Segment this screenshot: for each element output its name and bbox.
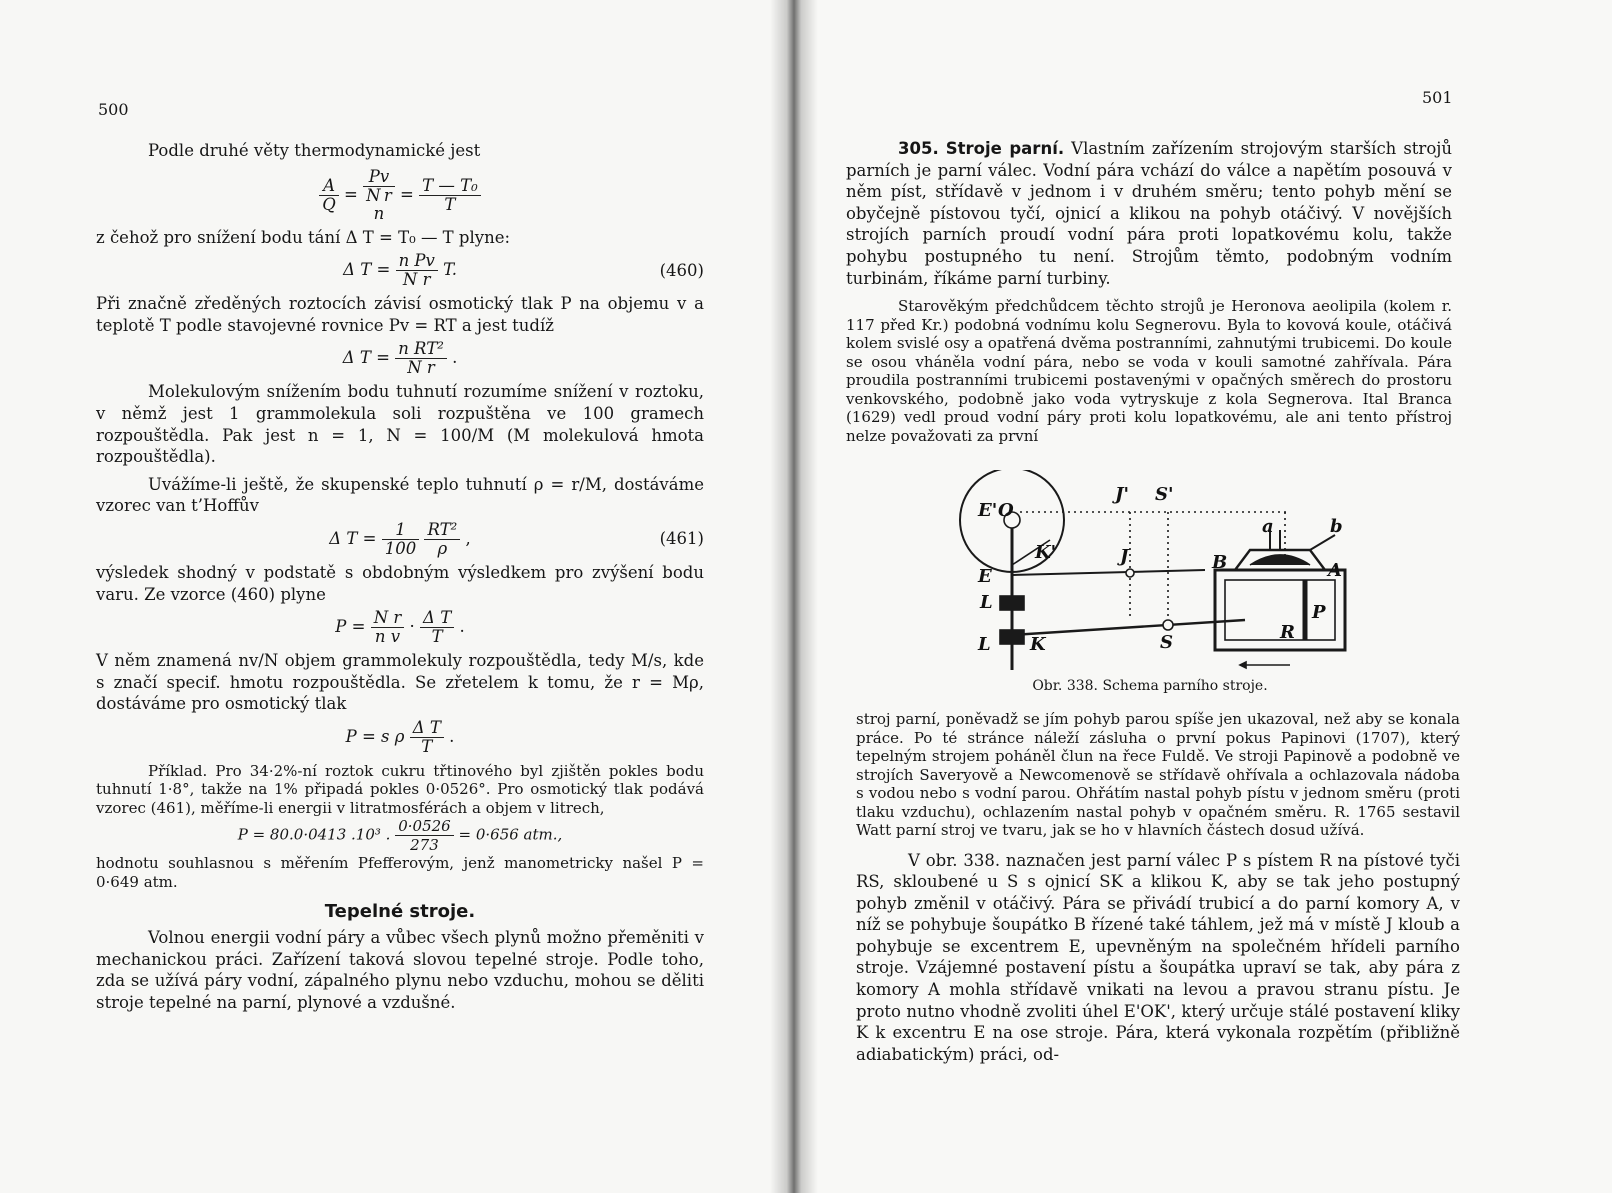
equation-461: Δ T = $\frac{1}{100}$ $\frac{\text{RT²}}{\rho}$ , (461) bbox=[329, 519, 704, 558]
figure-steam-engine bbox=[950, 470, 1350, 702]
paragraph: stroj parní, poněvadž se jím pohyb parou spíše jen ukazoval, než aby se konala práce. Po té stránce náleží zásluha o první pokus Papinovi (1707), který tepelným strojem poháněl člun na řece Fuldě. Ve stroji Papinově a podobně ve strojích Saveryově a Newcomenově se střídavě ohřívala a ochlazovala nádoba s vodou nebo s vodní parou. Ohřátím nastal pohyb pístu v jednom směru (proti tlaku vzduchu), ochlazením nastal pohyb v opačném směru. R. 1765 sestavil Watt parní stroj ve tvaru, jak se ho v hlavních částech dosud užívá. bbox=[856, 710, 1460, 839]
paragraph: Volnou energii vodní páry a vůbec všech plynů možno přeměniti v mechanickou práci. Zařízení taková slovou tepelné stroje. Podle toho, zda se užívá páry vodní, zápalného plynu nebo vzduchu, mohou se děliti stroje tepelné na parní, plynové a vzdušné. bbox=[96, 928, 704, 1012]
steam-engine-diagram bbox=[950, 470, 1350, 670]
paragraph: Vlastním zařízením strojovým starších strojů parních je parní válec. Vodní pára vchází do válce a napětím posouvá v něm píst, střídavě v jednom i v druhém směru; tento pohyb mění se obyčejně pístovou tyčí, ojnicí a klikou na pohyb otáčivý. V novějších strojích parních proudí vodní pára proti lopatkovému kolu, takže pohybu postupného tu není. Strojům těmto, podobným vodním turbinám, říkáme parní turbiny. bbox=[846, 139, 1452, 288]
fig-label: L bbox=[978, 634, 991, 655]
equation-1: $\frac{A}{Q}$ = Pv N r n = $\frac{\text{T — T₀}}{T}$ bbox=[96, 168, 704, 223]
left-column bbox=[96, 140, 704, 1013]
paragraph: V obr. 338. naznačen jest parní válec P s pístem R na pístové tyči RS, skloubené u S s ojnicí SK a klikou K, aby se tak jeho postupný pohyb změnil v otáčivý. Pára se přivádí trubicí a do parní komory A, v níž se pohybuje šoupátko B řízené také táhlem, jež má v místě J kloub a pohybuje se excentrem E, upevněným na společném hřídeli parního stroje. Vzájemné postavení pístu a šoupátka upraví se tak, aby pára z komory A mohla střídavě vnikati na levou a pravou stranu pístu. Je proto nutno vhodně zvoliti úhel E'OK', který určuje stálé postavení kliky K k excentru E na ose stroje. Pára, která vykonala rozpětím (přibližně adiabatickým) práci, od- bbox=[856, 850, 1460, 1064]
right-page bbox=[790, 0, 1612, 1193]
fig-label: A bbox=[1328, 560, 1342, 581]
page-number-right: 501 bbox=[1422, 88, 1453, 107]
equation-s: P = s ρ $\frac{\text{Δ T}}{T}$ . bbox=[345, 717, 455, 756]
section-number: 305. bbox=[898, 139, 939, 158]
right-column-top bbox=[846, 138, 1452, 445]
fig-label: J bbox=[1120, 546, 1129, 567]
paragraph: výsledek shodný v podstatě s obdobným výsledkem pro zvýšení bodu varu. Ze vzorce (460) plyne bbox=[96, 562, 704, 604]
paragraph: Molekulovým snížením bodu tuhnutí rozumíme snížení v roztoku, v němž jest 1 grammolekula soli rozpuštěna ve 100 gramech rozpouštědla. Pak jest n = 1, N = 100/M (M molekulová hmota rozpouštědla). bbox=[96, 382, 704, 467]
equation-example: P = 80.0·0413 .10³ . $\frac{0\cdot 0526}{273}$ = 0·656 atm., bbox=[237, 817, 563, 855]
example-paragraph: Příklad. Pro 34·2%-ní roztok cukru třtinového byl zjištěn pokles bodu tuhnutí 1·8°, takže na 1% připadá pokles 0·0526°. Pro osmotický tlak podává vzorec (461), měříme-li energii v litratmosférách a objem v litrech, bbox=[96, 761, 704, 817]
section-title: Stroje parní. bbox=[945, 139, 1065, 158]
fig-label: B bbox=[1212, 552, 1228, 573]
paragraph: V něm znamená nv/N objem grammolekuly rozpouštědla, tedy M/s, kde s značí specif. hmotu rozpouštědla. Se zřetelem k tomu, že r = Mρ, dostáváme pro osmotický tlak bbox=[96, 651, 704, 714]
fig-label: E' bbox=[978, 500, 998, 521]
fig-label: R bbox=[1280, 622, 1295, 643]
fig-label: L bbox=[980, 592, 993, 613]
book-gutter bbox=[770, 0, 818, 1193]
section-heading: Tepelné stroje. bbox=[324, 901, 476, 923]
fig-label: a bbox=[1262, 516, 1274, 537]
fig-label: J' bbox=[1115, 484, 1130, 505]
fig-label: P bbox=[1312, 602, 1326, 623]
paragraph: Starověkým předchůdcem těchto strojů je Heronova aeolipila (kolem r. 117 před Kr.) podobná vodnímu kolu Segnerovu. Byla to kovová koule, otáčivá kolem svislé osy a opatřená dvěma postranními, zahnutými trubicemi. Do koule se osou vháněla vodní pára, nebo se voda v kouli samotné zahřívala. Pára proudila postranními trubicemi postavenými v opačných směrech do prostoru venkovského, podobně jako voda vytryskuje z kola Segnerova. Ital Branca (1629) vedl proud vodní páry proti kolu lopatkovému, ale ani tento přístroj nelze považovati za první bbox=[846, 297, 1452, 445]
equation-460: Δ T = $\frac{\text{n Pv}}{\text{N r}}$ T. (460) bbox=[343, 251, 704, 290]
equation-b: Δ T = $\frac{\text{n RT²}}{\text{N r}}$ . bbox=[342, 339, 458, 378]
left-page bbox=[0, 0, 790, 1193]
fig-label: K bbox=[1030, 634, 1046, 655]
equation-number: (461) bbox=[659, 529, 704, 549]
figure-caption: Obr. 338. Schema parního stroje. bbox=[1032, 678, 1268, 694]
fig-label: K' bbox=[1035, 542, 1057, 563]
fig-label: b bbox=[1330, 516, 1343, 537]
fig-label: O bbox=[998, 500, 1014, 521]
paragraph: Při značně zředěných roztocích závisí osmotický tlak P na objemu v a teplotě T podle stavojevné rovnice Pv = RT a jest tudíž bbox=[96, 294, 704, 335]
paragraph: z čehož pro snížení bodu tání Δ T = T₀ — T plyne: bbox=[96, 227, 511, 247]
paragraph: Uvážíme-li ještě, že skupenské teplo tuhnutí ρ = r/M, dostáváme vzorec van t’Hoffův bbox=[96, 474, 704, 516]
fig-label: S bbox=[1160, 632, 1173, 653]
page-number-left: 500 bbox=[98, 100, 129, 119]
equation-number: (460) bbox=[659, 260, 704, 280]
example-paragraph-end: hodnotu souhlasnou s měřením Pfefferovým, jenž manometricky našel P = 0·649 atm. bbox=[96, 854, 704, 891]
right-column-bottom bbox=[856, 710, 1460, 1065]
fig-label: S' bbox=[1155, 484, 1174, 505]
fig-label: E bbox=[978, 566, 992, 587]
equation-p: P = $\frac{\text{N r}}{\text{n v}}$ · $\frac{\text{Δ T}}{T}$ . bbox=[335, 608, 465, 647]
paragraph: Podle druhé věty thermodynamické jest bbox=[148, 141, 481, 160]
